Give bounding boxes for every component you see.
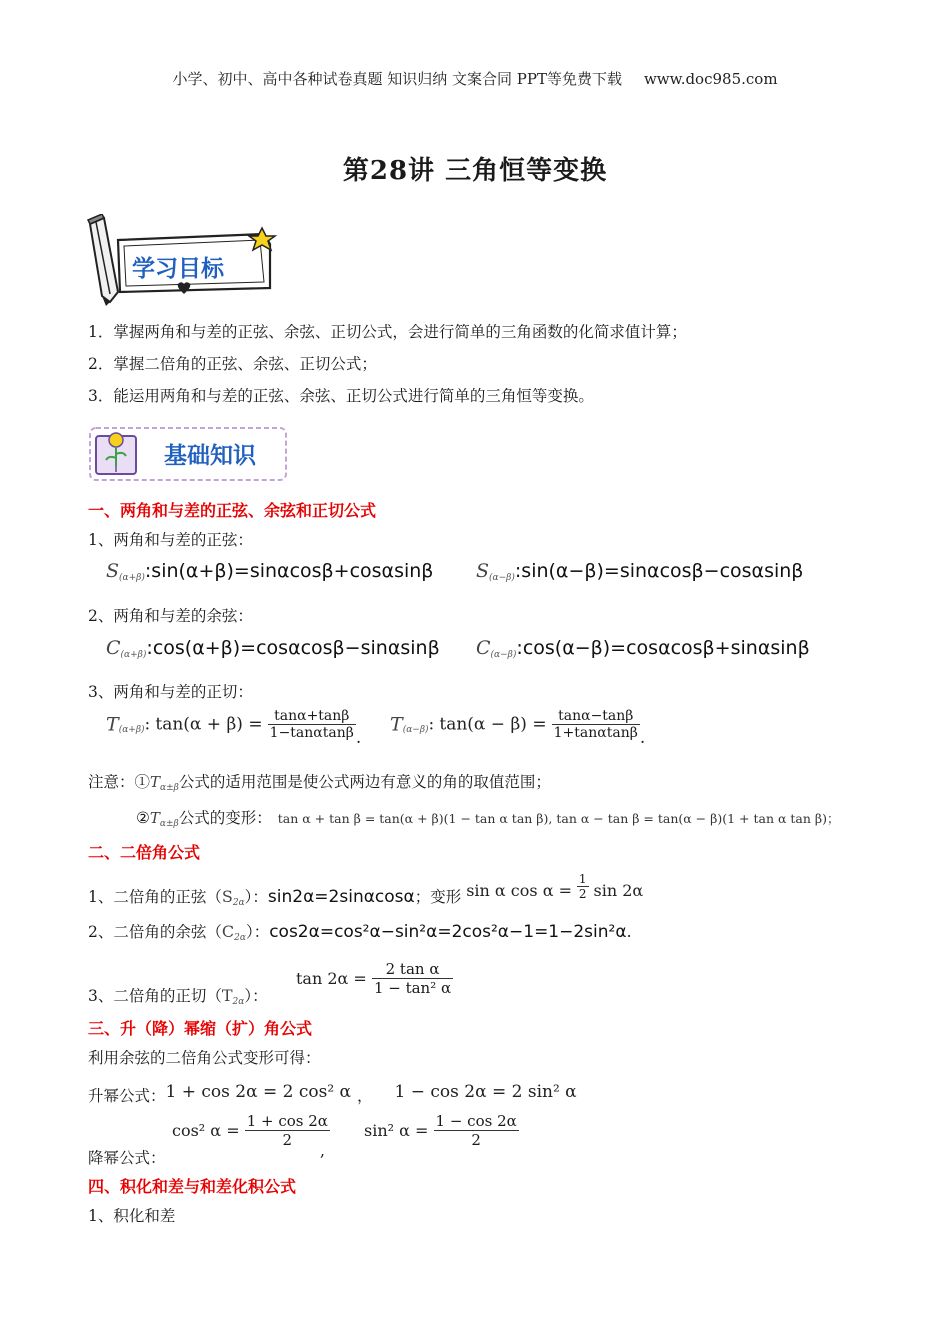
double-tan-formula: tan 2α = $\frac{\text{2 tan α}}{\text{1 − tan² α}}$ [296,960,452,997]
note-1: 注意：$①T_{\alpha\pm\beta}$公式的适用范围是使公式两边有意义的角的取值范围； [88,773,551,793]
cos-diff-expression: cos(α−β)=cosαcosβ+sinαsinβ [522,637,810,659]
section-2-title: 二、二倍角公式 [88,843,201,862]
double-sin-line: 1、二倍角的正弦$(S_{2\alpha})$：sin2α=2sinαcosα；变形 sin α cos α = $\frac{1}{2}$ sin 2α [88,872,644,908]
cos-sum-expression: cos(α+β)=cosαcosβ−sinαsinβ [152,637,440,659]
goal-item-3: 3．能运用两角和与差的正弦、余弦、正切公式进行简单的三角恒等变换。 [88,387,594,405]
page-header [0,68,950,89]
sin-sum-expression: sin(α+β)=sinαcosβ+cosαsinβ [151,560,434,582]
sin-sum-label: 1、两角和与差的正弦： [88,531,253,549]
power-lower-label: 降幂公式： [88,1149,166,1167]
tan-sum-formula: $T_{(\alpha+\beta)}$: tan(α + β) = $\frac{\tan\alpha+\tan\beta}{1-\tan\alpha\tan\beta}$ . [106,708,362,748]
note-2: $②T_{\alpha\pm\beta}$公式的变形： tan α + tan β = tan(α + β)(1 − tan α tan β), tan α − tan β = tan(α − β)(1 + tan α tan β)； [136,809,840,829]
basic-knowledge-title: 基础知识 [164,443,256,469]
tan-diff-formula: $T_{(\alpha-\beta)}$: tan(α − β) = $\frac{\tan\alpha-\tan\beta}{1+\tan\alpha\tan\beta}$ . [390,708,646,748]
double-tan-line: 3、二倍角的正切$(T_{2\alpha})$： [88,986,268,1007]
cos-sum-formula: $C_{(\alpha+\beta)}:\cos(\alpha+\beta)=\cos\alpha\cos\beta-\sin\alpha\sin\beta$ [106,637,440,660]
tan-sum-label: 3、两角和与差的正切： [88,683,253,701]
cos-square-fraction: $\frac{1 + \cos 2\alpha}{2}$ [246,1112,328,1149]
goal-item-1: 1．掌握两角和与差的正弦、余弦、正切公式，会进行简单的三角函数的化简求值计算； [88,323,687,341]
power-lower-formula-2: sin² α = $\frac{1 - \cos 2\alpha}{2}$ [364,1112,517,1149]
section-1-title: 一、两角和与差的正弦、余弦和正切公式 [88,501,377,520]
product-to-sum-label: 1、积化和差 [88,1207,176,1225]
power-raise-formula-2: 1 − cos 2α = 2 sin² α [394,1082,577,1102]
power-lower-comma: , [320,1142,325,1160]
sin-diff-formula: $S_{(\alpha-\beta)}:\sin(\alpha-\beta)=\sin\alpha\cos\beta-\cos\alpha\sin\beta$ [476,560,804,583]
tan-diff-fraction: $\frac{\tan\alpha-\tan\beta}{1+\tan\alpha\tan\beta}$ [553,708,638,741]
tan-sum-fraction: $\frac{\tan\alpha+\tan\beta}{1-\tan\alpha\tan\beta}$ [269,708,354,741]
half-fraction: $\frac{1}{2}$ [578,872,587,901]
section-3-title: 三、升（降）幂缩（扩）角公式 [88,1019,313,1038]
page-title: 第28讲 三角恒等变换 [342,156,608,186]
double-tan-fraction: $\frac{\text{2 tan α}}{\text{1 − tan² α}}$ [373,960,452,997]
power-lower-formula-1: cos² α = $\frac{1 + \cos 2\alpha}{2}$ [172,1112,328,1149]
header-site: www.doc985.com [643,70,778,88]
section-4-title: 四、积化和差与和差化积公式 [88,1177,297,1196]
double-cos-line: 2、二倍角的余弦$(C_{2\alpha})$：cos2α=cos²α−sin²α=2cos²α−1=1−2sin²α. [88,922,632,943]
double-cos-formula: cos2α=cos²α−sin²α=2cos²α−1=1−2sin²α [269,922,627,942]
sin-square-fraction: $\frac{1 - \cos 2\alpha}{2}$ [435,1112,517,1149]
power-raise-line: 升幂公式：1 + cos 2α = 2 cos² α ， 1 − cos 2α = 2 sin² α [88,1082,577,1105]
power-raise-formula-1: 1 + cos 2α = 2 cos² α [165,1082,352,1102]
cos-sum-label: 2、两角和与差的余弦： [88,607,253,625]
double-sin-formula: sin2α=2sinαcosα [267,887,415,907]
power-intro: 利用余弦的二倍角公式变形可得： [88,1049,321,1067]
goal-item-2: 2．掌握二倍角的正弦、余弦、正切公式； [88,355,377,373]
tan-transform-formula: tan α + tan β = tan(α + β)(1 − tan α tan β), tan α − tan β = tan(α − β)(1 + tan α tan β)； [277,811,840,826]
learning-goals-banner [84,214,284,306]
pencil-icon [88,214,118,306]
cos-diff-formula: $C_{(\alpha-\beta)}:\cos(\alpha-\beta)=\cos\alpha\cos\beta+\sin\alpha\sin\beta$ [476,637,810,660]
sin-sum-formula: $S_{(\alpha+\beta)}:\sin(\alpha+\beta)=\sin\alpha\cos\beta+\cos\alpha\sin\beta$ [106,560,434,583]
learning-goals-title: 学习目标 [132,256,224,282]
header-text: 小学、初中、高中各种试卷真题 知识归纳 文案合同 PPT等免费下载 [172,70,622,88]
sin-diff-expression: sin(α−β)=sinαcosβ−cosαsinβ [521,560,804,582]
basic-knowledge-banner [86,422,292,486]
